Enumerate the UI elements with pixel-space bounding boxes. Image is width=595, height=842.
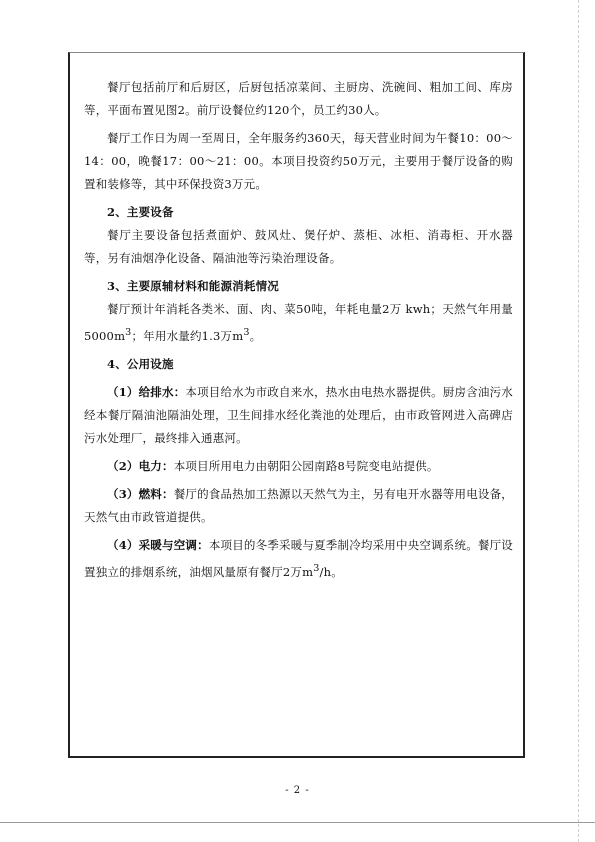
item-hvac	[84, 534, 513, 584]
page-number: - 2 -	[285, 785, 310, 796]
heading-materials-energy: 3、主要原辅材料和能源消耗情况	[107, 279, 279, 293]
paragraph-equipment: 餐厅主要设备包括煮面炉、鼓风灶、煲仔炉、蒸柜、冰柜、消毒柜、开水器等，另有油烟净化设备、隔油池等污染治理设备。	[84, 228, 513, 265]
item-water-supply	[84, 381, 513, 450]
superscript-cubic-3: 3	[313, 562, 320, 574]
document-body	[84, 76, 513, 584]
item-fuel-lead: （3）燃料：	[107, 486, 174, 501]
paragraph-layout: 餐厅包括前厅和后厨区，后厨包括凉菜间、主厨房、洗碗间、粗加工间、库房等，平面布置见图2。前厅设餐位约120个，员工约30人。	[84, 80, 513, 117]
item-water-supply-lead: （1）给排水：	[107, 384, 186, 399]
item-electricity	[84, 455, 513, 478]
item-electricity-text: 本项目所用电力由朝阳公园南路8号院变电站提供。	[173, 458, 439, 473]
scan-bottom-line	[0, 822, 595, 823]
heading-main-equipment: 2、主要设备	[107, 205, 174, 219]
item-fuel	[84, 483, 513, 529]
item-water-supply-text: 本项目给水为市政自来水，热水由电热水器提供。厨房含油污水经本餐厅隔油池隔油处理，卫生间排水经化粪池的处理后，由市政管网进入高碑店污水处理厂，最终排入通惠河。	[84, 384, 514, 445]
superscript-cubic-1: 3	[125, 327, 132, 338]
paragraph-consumption	[84, 298, 513, 348]
paragraph-operation: 餐厅工作日为周一至周日，全年服务约360天，每天营业时间为午餐10：00～14：00，晚餐17：00～21：00。本项目投资约50万元，主要用于餐厅设备的购置和装修等，其中环保投资3万元。	[84, 131, 513, 191]
superscript-cubic-2: 3	[243, 327, 250, 338]
item-hvac-lead: （4）采暖与空调：	[107, 537, 209, 552]
consumption-text-a: 餐厅预计年消耗各类米、面、肉、菜50吨，年耗电量2万 kwh；天然气年用量5000m	[84, 302, 513, 343]
item-fuel-text: 餐厅的食品热加工热源以天然气为主，另有电开水器等用电设备，天然气由市政管道提供。	[84, 486, 513, 524]
item-hvac-text-a: 本项目的冬季采暖与夏季制冷均采用中央空调系统。餐厅设置独立的排烟系统，油烟风量原有餐厅2万m	[84, 537, 514, 579]
item-hvac-text-b: /h。	[319, 564, 343, 579]
scan-right-edge	[578, 0, 579, 842]
heading-public-facilities: 4、公用设施	[107, 356, 174, 371]
document-frame	[68, 52, 525, 758]
item-electricity-lead: （2）电力：	[107, 458, 174, 473]
consumption-text-c: 。	[249, 328, 262, 343]
consumption-text-b: ；年用水量约1.3万m	[131, 328, 244, 343]
